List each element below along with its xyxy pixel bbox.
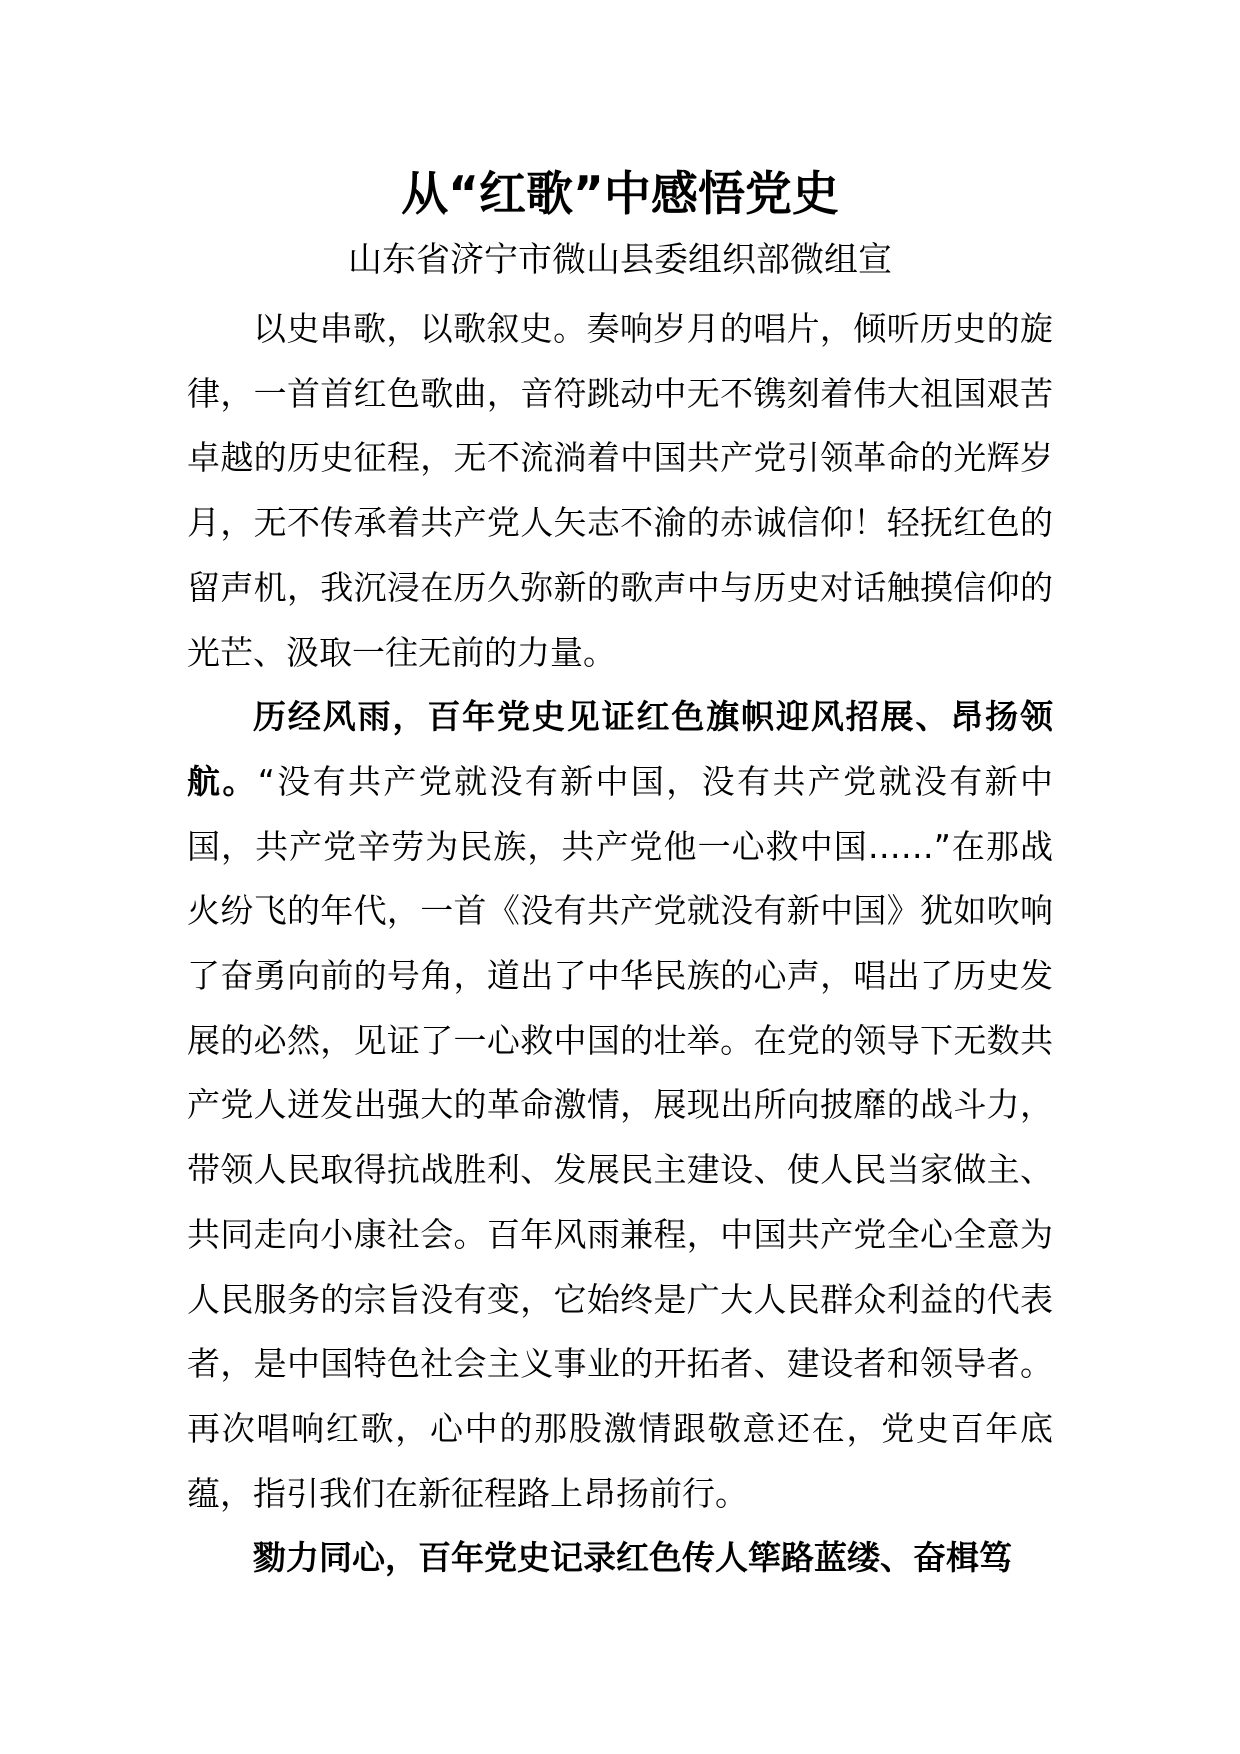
paragraph-lead: 历经风雨，百年党史见证红色旗帜迎风招展、昂扬领航。 — [187, 697, 1053, 801]
paragraph-text: “没有共产党就没有新中国，没有共产党就没有新中国，共产党辛劳为民族，共产党他一心救中国……”在那战火纷飞的年代，一首《没有共产党就没有新中国》犹如吹响了奋勇向前的号角，道出了中华民族的心声，唱出了历史发展的必然，见证了一心救中国的壮举。在党的领导下无数共产党人迸发出强大的革命激情，展现出所向披靡的战斗力，带领人民取得抗战胜利、发展民主建设、使人民当家做主、共同走向小康社会。百年风雨兼程，中国共产党全心全意为人民服务的宗旨没有变，它始终是广大人民群众利益的代表者，是中国特色社会主义事业的开拓者、建设者和领导者。再次唱响红歌，心中的那股激情跟敬意还在，党史百年底蕴，指引我们在新征程路上昂扬前行。 — [187, 761, 1053, 1513]
document-body — [187, 297, 1053, 1591]
document-title: 从“红歌”中感悟党史 — [401, 167, 839, 222]
paragraph-text: 以史串歌，以歌叙史。奏响岁月的唱片，倾听历史的旋律，一首首红色歌曲，音符跳动中无不镌刻着伟大祖国艰苦卓越的历史征程，无不流淌着中国共产党引领革命的光辉岁月，无不传承着共产党人矢志不渝的赤诚信仰！轻抚红色的留声机，我沉浸在历久弥新的歌声中与历史对话触摸信仰的光芒、汲取一往无前的力量。 — [187, 309, 1053, 672]
paragraph-section-2 — [187, 1526, 1053, 1591]
paragraph-section-1 — [187, 685, 1053, 1526]
document-author: 山东省济宁市微山县委组织部微组宣 — [348, 240, 892, 280]
paragraph-lead: 勠力同心，百年党史记录红色传人筚路蓝缕、奋楫笃 — [253, 1538, 1012, 1578]
paragraph-intro — [187, 297, 1053, 685]
